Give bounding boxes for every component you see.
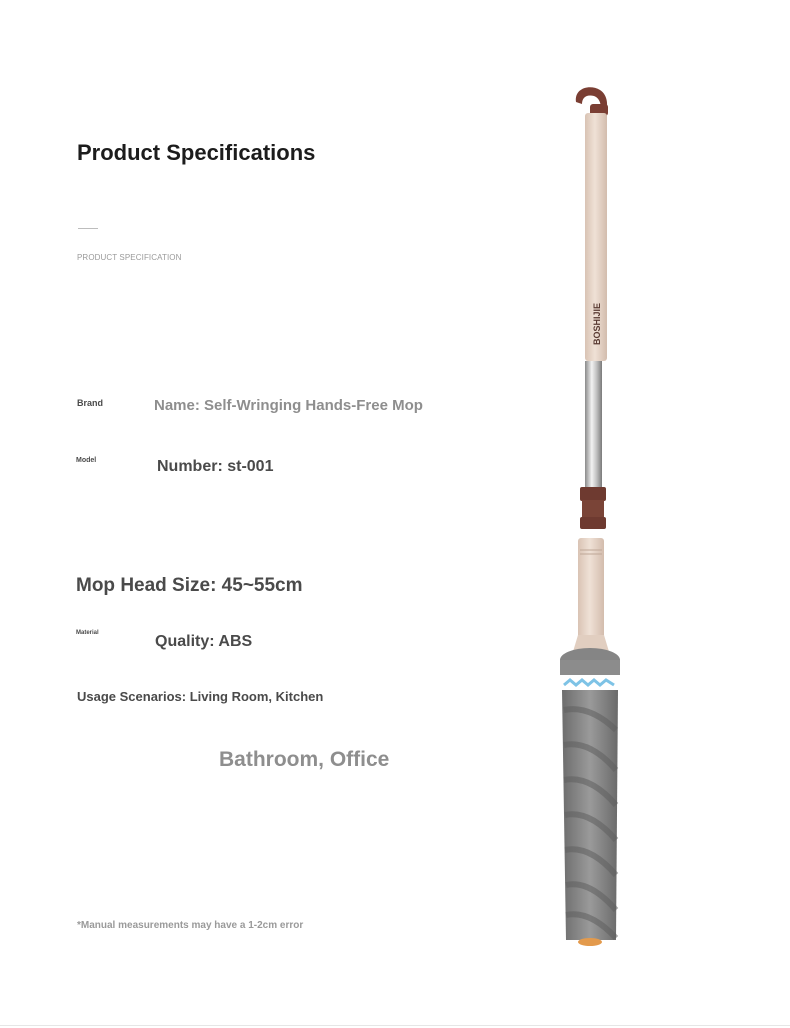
mop-head-size: Mop Head Size: 45~55cm — [76, 575, 303, 596]
product-name: Name: Self-Wringing Hands-Free Mop — [154, 397, 423, 414]
handle-brand-label: BOSHIJIE — [592, 302, 602, 345]
measurement-note: *Manual measurements may have a 1-2cm error — [77, 920, 304, 931]
steel-pole — [585, 361, 602, 491]
title-divider — [78, 228, 98, 229]
page-title: Product Specifications — [77, 140, 316, 165]
mop-head — [560, 648, 620, 946]
joint-collar — [580, 487, 606, 529]
mop-product-image — [540, 80, 650, 960]
model-label: Model — [76, 457, 97, 464]
material-label: Material — [76, 630, 99, 636]
hanging-hook — [576, 87, 608, 116]
usage-scenarios-continued: Bathroom, Office — [219, 748, 390, 771]
usage-scenarios: Usage Scenarios: Living Room, Kitchen — [77, 689, 324, 704]
lower-handle — [578, 538, 604, 638]
page-bottom-border — [0, 1025, 790, 1026]
brand-label: Brand — [77, 398, 104, 408]
model-number: Number: st-001 — [157, 458, 274, 475]
material-quality: Quality: ABS — [155, 633, 253, 650]
page-subtitle: PRODUCT SPECIFICATION — [77, 253, 182, 262]
